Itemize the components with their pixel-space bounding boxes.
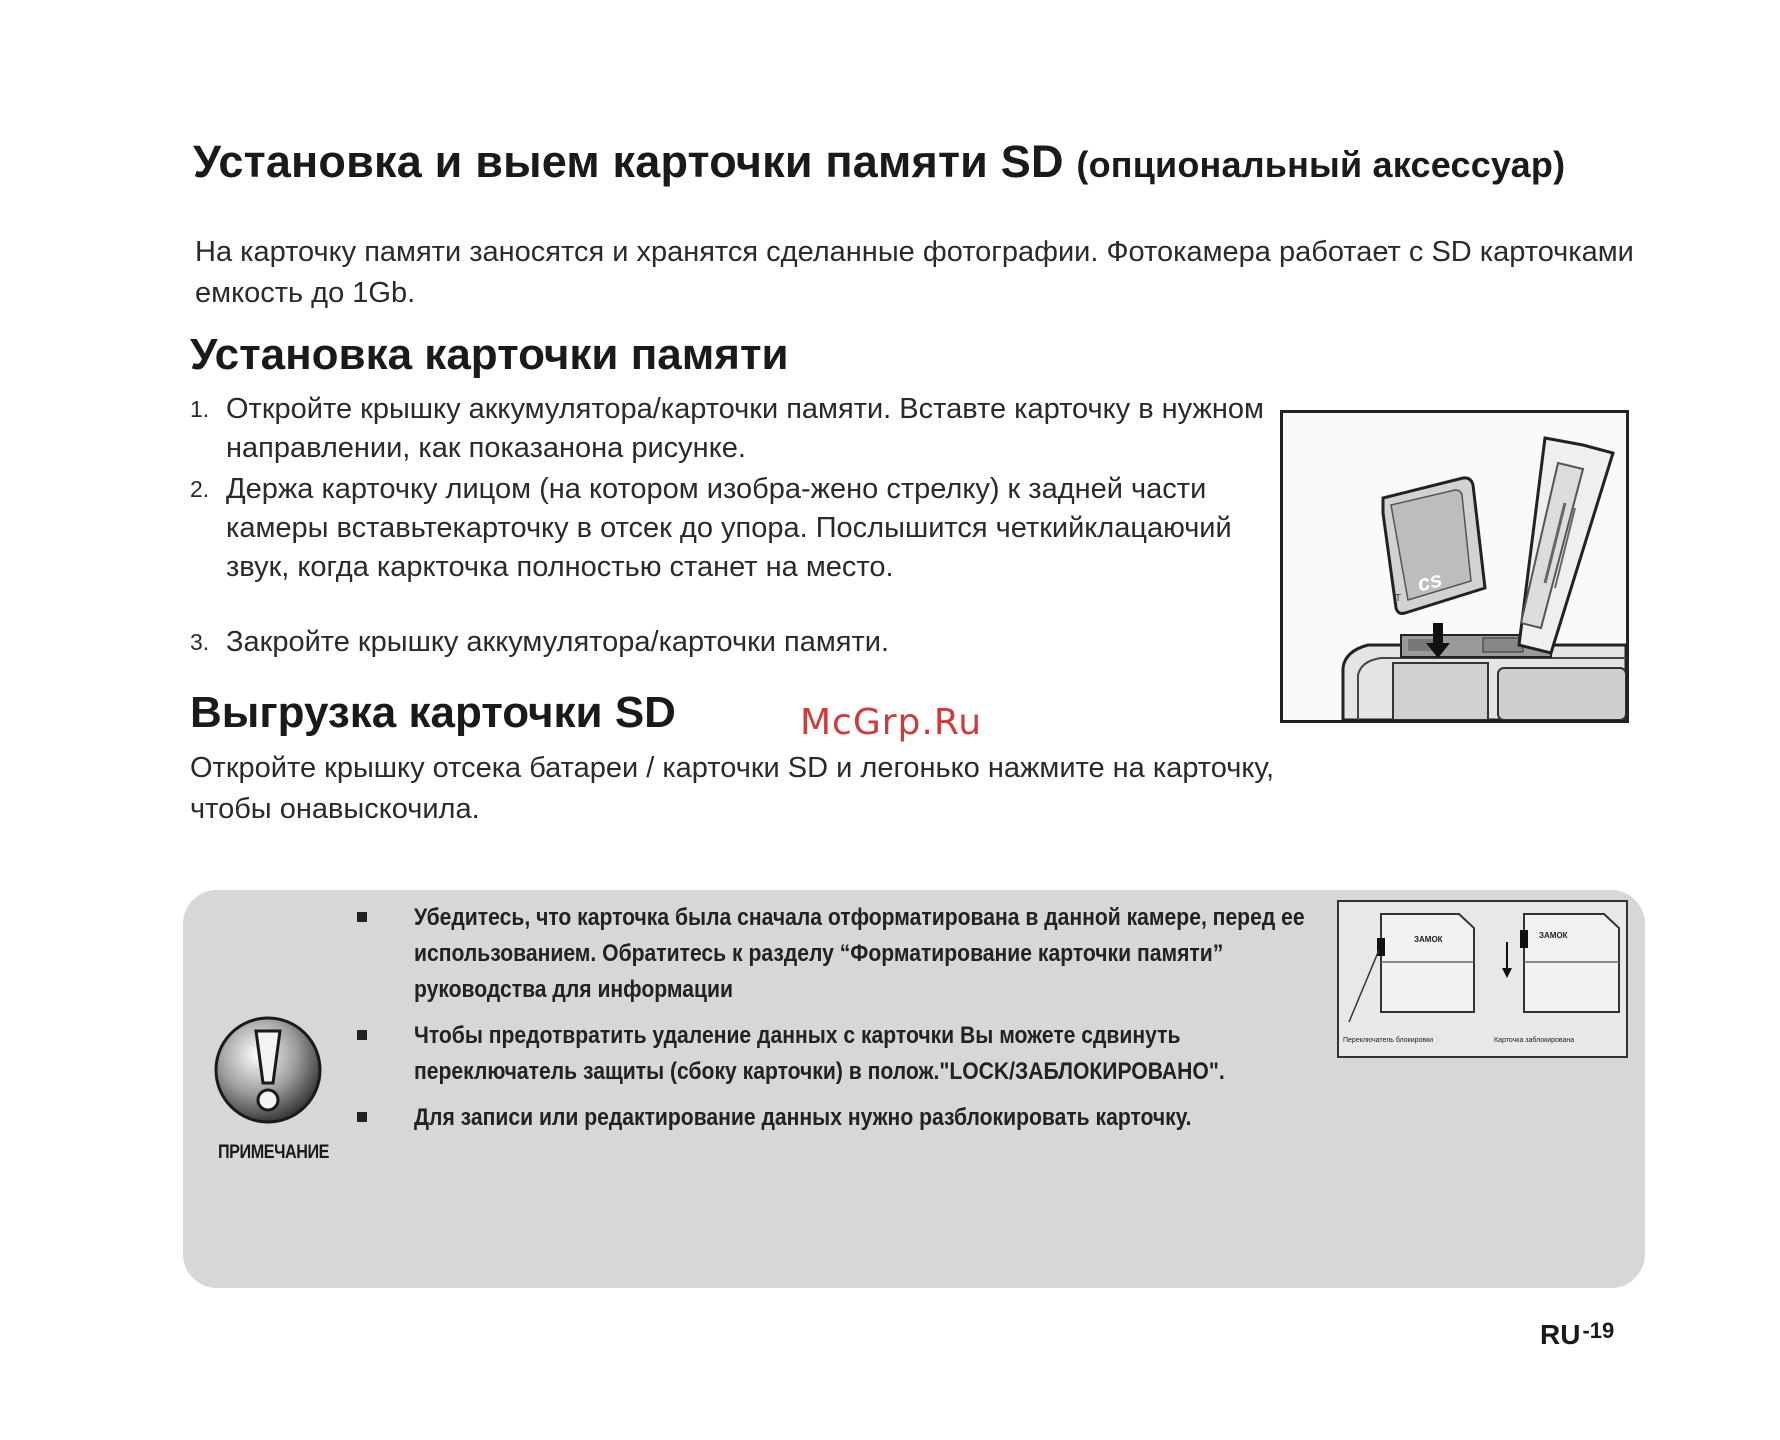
card-logo-text: cs (1414, 566, 1445, 597)
step-2 (190, 470, 1270, 587)
eject-heading: Выгрузка карточки SD (190, 688, 676, 737)
lock-label: ЗАМОК (1539, 931, 1568, 940)
step-1 (190, 390, 1270, 468)
lock-switch-illustration (1337, 900, 1628, 1058)
page-number-prefix: RU (1540, 1319, 1581, 1350)
step-text: Закройте крышку аккумулятора/карточки памяти. (226, 626, 890, 658)
sd-insert-illustration (1280, 410, 1629, 723)
intro-paragraph: На карточку памяти заносятся и хранятся сделанные фотографии. Фотокамера работает с SD карточками емкость до 1Gb. (195, 236, 1634, 309)
camera-card-slot-drawing (1283, 413, 1626, 720)
step-number: 2. (190, 476, 210, 502)
page-number (1540, 1318, 1614, 1351)
step-text: Откройте крышку аккумулятора/карточки памяти. Вставте карточку в нужном направлении, как показанона рисунке. (226, 393, 1264, 464)
step-number: 3. (190, 629, 210, 655)
page-title-sub: (опциональный аксессуар) (1076, 144, 1566, 185)
note-bullet-text: Убедитесь, что карточка была сначала отформатирована в данной камере, перед ее использованием. Обратитесь к разделу “Форматирование карточки памяти” руководства для информации (414, 904, 1305, 1003)
lock-label: ЗАМОК (1414, 935, 1443, 944)
install-steps (190, 390, 1270, 664)
step-text: Держа карточку лицом (на котором изобра-жено стрелку) к задней части камеры вставьтекарточку в отсек до упора. Послышится четкийклацаючий звук, когда каркточка полностью станет на место. (226, 473, 1232, 583)
bullet-square-icon (357, 912, 367, 922)
lock-switch-locked-icon (1520, 930, 1528, 948)
bullet-square-icon (357, 1112, 367, 1122)
eject-paragraph: Откройте крышку отсека батареи / карточки SD и легонько нажмите на карточку, чтобы онавыскочила. (190, 752, 1275, 825)
step-3 (190, 623, 1270, 662)
note-bullet-text: Чтобы предотвратить удаление данных с карточки Вы можете сдвинуть переключатель защиты (сбоку карточки) в полож."LOCK/ЗАБЛОКИРОВАНО". (414, 1022, 1225, 1085)
lock-caption-right: Карточка заблокирована (1494, 1037, 1575, 1044)
note-bullet (352, 1018, 1332, 1090)
note-label: ПРИМЕЧАНИЕ (218, 1142, 330, 1163)
note-bullet (352, 1100, 1332, 1136)
page-number-value: -19 (1582, 1318, 1615, 1343)
note-bullet-text: Для записи или редактирование данных нужно разблокировать карточку. (414, 1104, 1192, 1131)
step-number: 1. (190, 396, 210, 422)
bullet-square-icon (357, 1030, 367, 1040)
note-bullets (352, 900, 1332, 1146)
page-title-main: Установка и выем карточки памяти SD (193, 136, 1064, 187)
install-heading: Установка карточки памяти (190, 330, 789, 379)
note-bullet (352, 900, 1332, 1008)
lock-caption-left: Переключатель блокировки (1343, 1037, 1434, 1044)
watermark: McGrp.Ru (800, 702, 983, 743)
page-title (193, 136, 1753, 188)
card-letter: T (1395, 593, 1402, 604)
arrow-down-icon (1502, 968, 1512, 978)
warning-icon (213, 1015, 323, 1125)
